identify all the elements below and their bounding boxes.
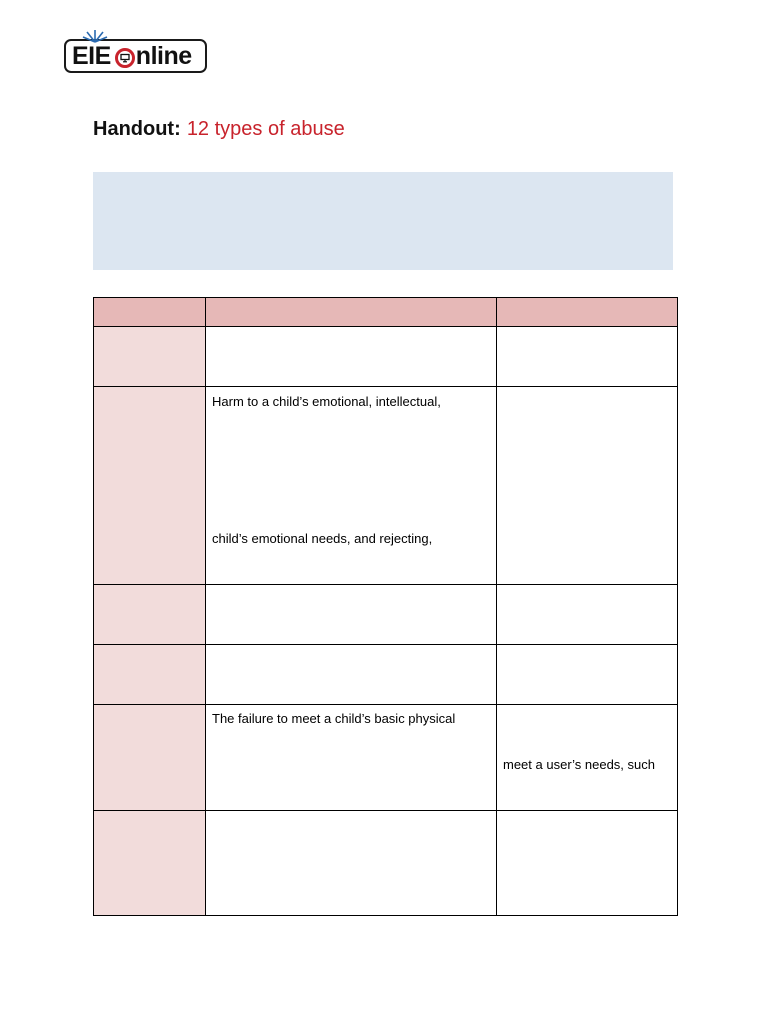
title-label: Handout:: [93, 118, 181, 140]
type-cell: [94, 387, 206, 585]
table-row: [94, 645, 678, 705]
type-cell: [94, 585, 206, 645]
type-cell: [94, 705, 206, 811]
example-cell: [497, 705, 678, 811]
definition-cell: [206, 645, 497, 705]
abuse-types-table: [93, 297, 678, 916]
header-example-cell: [497, 298, 678, 327]
table-row: [94, 705, 678, 811]
definition-cell: [206, 705, 497, 811]
header-definition-cell: [206, 298, 497, 327]
table-row: [94, 387, 678, 585]
header-type-cell: [94, 298, 206, 327]
table-header-row: [94, 298, 678, 327]
table-row: [94, 327, 678, 387]
title-topic: 12 types of abuse: [186, 118, 345, 140]
monitor-icon: [115, 48, 135, 68]
definition-text: child’s emotional needs, and rejecting,: [212, 531, 433, 546]
table-row: [94, 811, 678, 916]
example-cell: [497, 327, 678, 387]
definition-cell: [206, 327, 497, 387]
type-cell: [94, 645, 206, 705]
eie-online-logo: [64, 39, 207, 73]
definition-text: Harm to a child’s emotional, intellectual,: [212, 394, 441, 409]
definition-text: The failure to meet a child’s basic physical: [212, 711, 456, 726]
example-text: meet a user’s needs, such: [503, 757, 655, 772]
example-cell: [497, 645, 678, 705]
intro-box: [93, 172, 673, 270]
logo-text-online: nline: [135, 41, 192, 70]
logo-text-eie: EIE: [72, 41, 111, 70]
page-title: [93, 118, 345, 141]
example-cell: [497, 387, 678, 585]
definition-cell: [206, 585, 497, 645]
type-cell: [94, 327, 206, 387]
type-cell: [94, 811, 206, 916]
example-cell: [497, 585, 678, 645]
definition-cell: [206, 811, 497, 916]
definition-cell: [206, 387, 497, 585]
example-cell: [497, 811, 678, 916]
table-row: [94, 585, 678, 645]
